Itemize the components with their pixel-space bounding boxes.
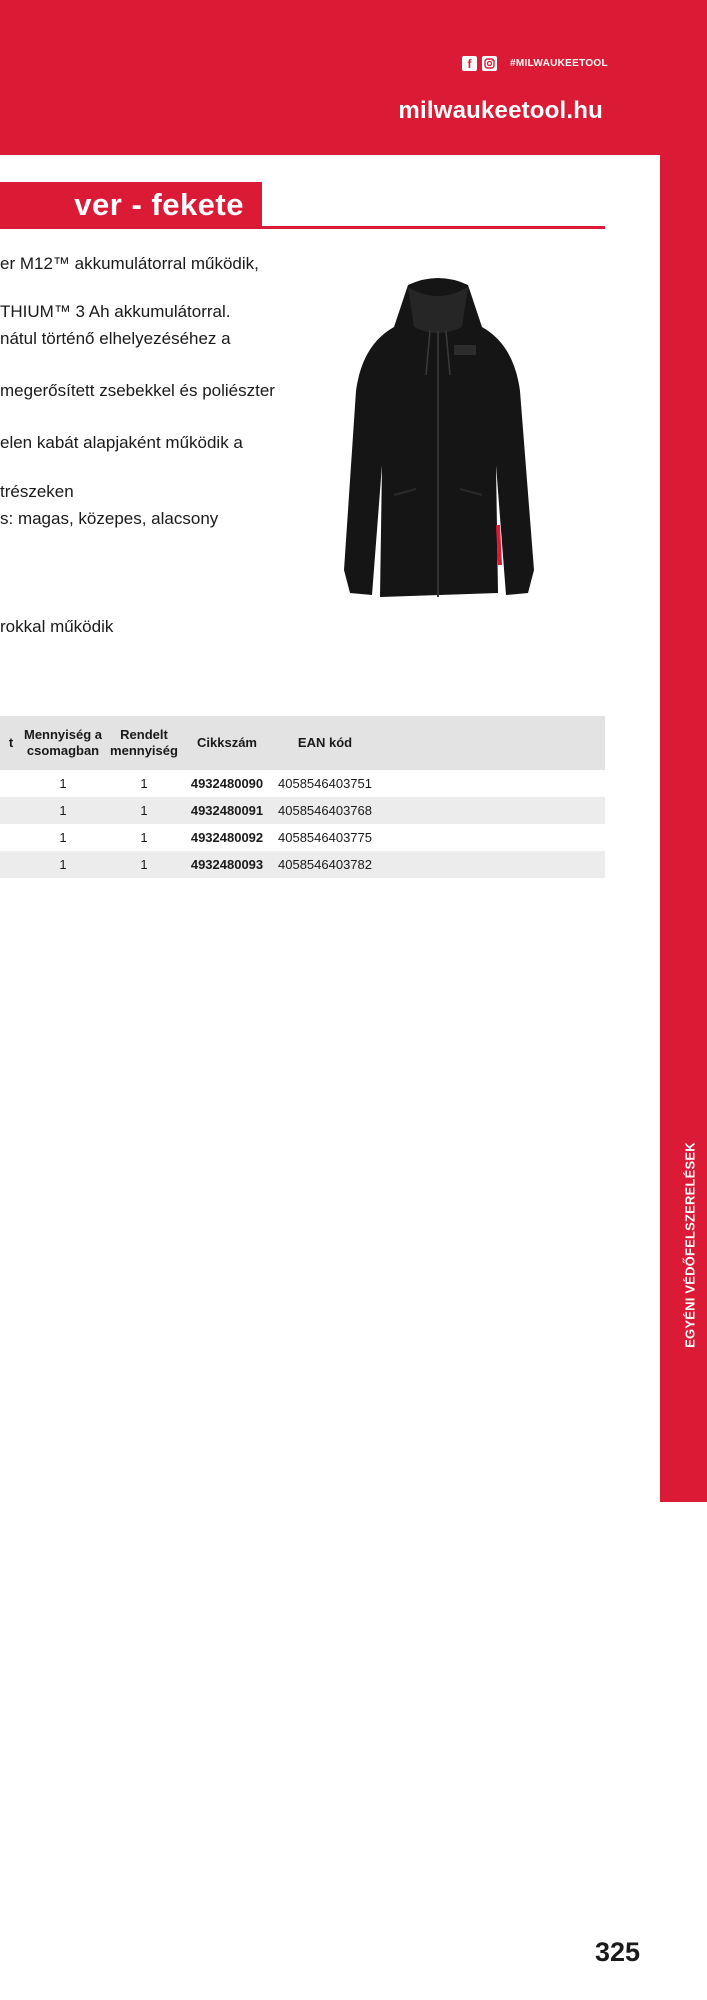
table-cell: 1 — [59, 830, 67, 845]
social-bar — [462, 56, 608, 71]
table-cell — [380, 797, 605, 824]
website-url[interactable]: milwaukeetool.hu — [398, 97, 603, 124]
feature-line: megerősített zsebekkel és poliészter — [0, 381, 275, 400]
jacket-product-image — [338, 275, 538, 613]
table-cell: 1 — [140, 830, 148, 845]
column-header: t — [0, 716, 22, 770]
table-row — [0, 851, 605, 878]
product-title: ver - fekete — [74, 187, 244, 222]
table-cell: 1 — [140, 776, 148, 791]
table-cell — [380, 851, 605, 878]
table-cell: 1 — [22, 851, 104, 878]
feature-line: THIUM™ 3 Ah akkumulátorral. — [0, 302, 231, 321]
table-cell: 4058546403775 — [278, 830, 372, 845]
side-category-label: EGYÉNI VÉDŐFELSZERELÉSEK — [682, 1142, 698, 1348]
feature-line: trészeken — [0, 482, 74, 501]
feature-line: rokkal működik — [0, 617, 114, 636]
table-cell: 4058546403768 — [270, 797, 380, 824]
table-cell: 1 — [59, 776, 67, 791]
column-header-blank — [380, 716, 605, 770]
table-row — [0, 797, 605, 824]
table-cell — [0, 797, 22, 824]
table-cell: 1 — [104, 851, 184, 878]
page-number: 325 — [594, 1937, 640, 1967]
side-band-cut — [660, 1450, 707, 1502]
feature-line: er M12™ akkumulátorral működik, — [0, 254, 259, 273]
table-cell — [380, 770, 605, 797]
title-rule — [0, 226, 605, 229]
feature-line: elen kabát alapjaként működik a — [0, 433, 243, 452]
table-cell: 1 — [22, 797, 104, 824]
table-cell: 1 — [104, 797, 184, 824]
table-cell: 4932480093 — [184, 851, 270, 878]
table-cell: 4932480090 — [190, 776, 264, 791]
table-cell: 4932480092 — [190, 830, 264, 845]
instagram-icon[interactable] — [482, 56, 497, 71]
table-cell: 4058546403751 — [278, 776, 372, 791]
table-header-row — [0, 716, 605, 770]
table-cell — [0, 824, 22, 851]
table-cell: 4058546403782 — [270, 851, 380, 878]
product-title-box — [0, 182, 262, 228]
table-cell — [0, 770, 22, 797]
facebook-icon[interactable]: f — [462, 56, 477, 71]
feature-line: nátul történő elhelyezéséhez a — [0, 329, 231, 348]
table-row — [0, 770, 605, 797]
table-cell — [0, 851, 22, 878]
column-header: Rendelt mennyiség — [104, 716, 184, 770]
column-header: Mennyiség a csomagban — [22, 716, 104, 770]
table-row — [0, 824, 605, 851]
feature-line: s: magas, közepes, alacsony — [0, 509, 219, 528]
column-header: EAN kód — [270, 716, 380, 770]
column-header: Cikkszám — [184, 716, 270, 770]
header-band — [0, 0, 707, 155]
table-cell — [380, 824, 605, 851]
spec-table — [0, 716, 605, 878]
hashtag: #MILWAUKEETOOL — [510, 58, 608, 69]
table-cell: 4932480091 — [184, 797, 270, 824]
